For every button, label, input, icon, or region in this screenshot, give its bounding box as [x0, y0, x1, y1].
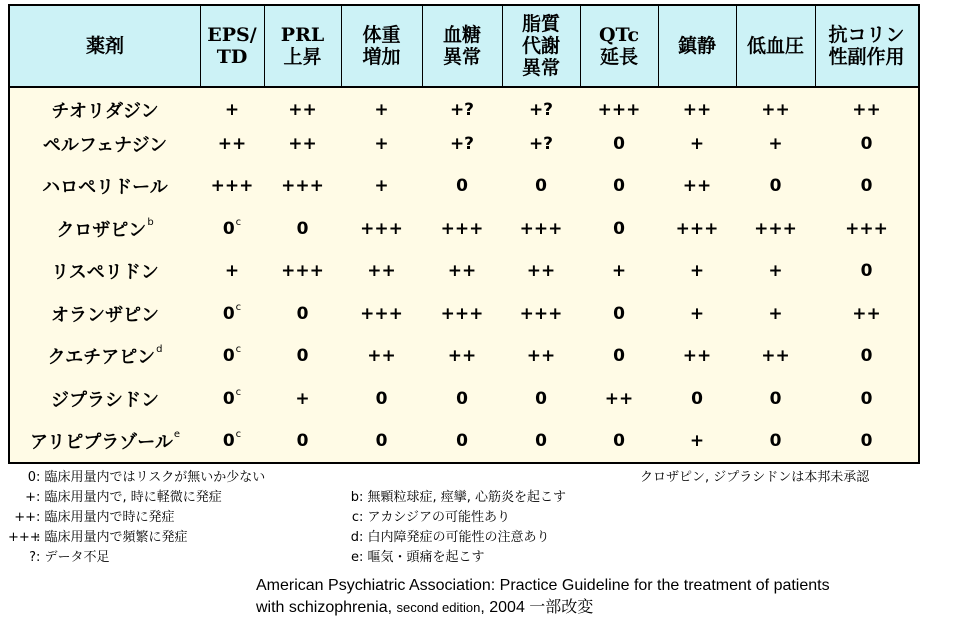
cell-eps	[200, 209, 264, 249]
drug-name: オランザピン	[51, 305, 159, 326]
legend-item	[8, 508, 265, 528]
rating-value: 0	[769, 389, 782, 409]
rating-value: 0	[296, 304, 309, 324]
rating-value: +	[224, 261, 240, 281]
header-eps: EPS/ TD	[207, 24, 257, 68]
rating-value: ++	[682, 100, 712, 120]
rating-value: ++	[852, 100, 881, 120]
legend-key: b	[350, 490, 359, 505]
cell-hypotension	[736, 209, 815, 249]
table-row	[10, 251, 918, 291]
cell-sedation	[658, 209, 736, 249]
legend-text: : 臨床用量内で, 時に軽微に発症	[36, 490, 222, 505]
cell-qtc	[580, 421, 658, 461]
rating-value: 0	[613, 346, 625, 366]
cell-eps	[200, 294, 264, 334]
legend-key: 0	[27, 470, 36, 485]
rating-value: +?	[449, 100, 475, 120]
legend-text: : アカシジアの可能性あり	[359, 510, 511, 525]
cell-anticholinergic	[815, 166, 918, 206]
table-row	[10, 336, 918, 376]
table-row	[10, 421, 918, 461]
drug-name-cell	[10, 294, 200, 334]
cell-lipid	[502, 166, 580, 206]
rating-value: +	[374, 100, 389, 120]
rating-value: 0	[296, 346, 309, 366]
rating-value: 0	[456, 176, 468, 196]
table-row	[10, 209, 918, 249]
legend-text: : 臨床用量内で頻繁に発症	[36, 530, 188, 545]
drug-name-cell	[10, 379, 200, 419]
rating-value: 0	[222, 346, 235, 366]
cell-weight	[341, 294, 422, 334]
rating-value: +	[768, 261, 783, 281]
legend-item	[345, 548, 566, 568]
header-divider	[341, 6, 342, 86]
cell-weight	[341, 251, 422, 291]
cell-qtc	[580, 124, 658, 164]
rating-value: +?	[449, 134, 475, 154]
drug-name-cell	[10, 166, 200, 206]
rating-value: 0	[860, 134, 873, 154]
citation-line1: American Psychiatric Association: Practice Guideline for the treatment of patients	[256, 577, 830, 594]
header-divider	[580, 6, 581, 86]
rating-value: 0	[691, 389, 703, 409]
rating-value: 0	[535, 431, 547, 451]
header-qtc: QTc 延長	[598, 24, 640, 68]
drug-name: ハロペリドール	[42, 177, 168, 198]
cell-glucose	[422, 251, 502, 291]
rating-value: 0	[860, 346, 873, 366]
cell-sedation	[658, 336, 736, 376]
rating-value: 0	[860, 176, 873, 196]
cell-lipid	[502, 379, 580, 419]
cell-prl	[264, 251, 341, 291]
rating-value: 0	[535, 176, 547, 196]
cell-eps	[200, 379, 264, 419]
rating-value: ++	[447, 261, 477, 281]
header-divider	[815, 6, 816, 86]
cell-lipid	[502, 294, 580, 334]
cell-weight	[341, 209, 422, 249]
rating-value: ++	[367, 261, 396, 281]
cell-anticholinergic	[815, 379, 918, 419]
rating-value: +++	[519, 304, 563, 324]
cell-prl	[264, 209, 341, 249]
cell-lipid	[502, 251, 580, 291]
cell-anticholinergic	[815, 294, 918, 334]
cell-weight	[341, 124, 422, 164]
rating-value: 0	[769, 431, 782, 451]
cell-sedation	[658, 421, 736, 461]
header-drug: 薬剤	[85, 35, 124, 57]
cell-prl	[264, 294, 341, 334]
cell-eps	[200, 336, 264, 376]
rating-value: 0	[535, 389, 547, 409]
cell-prl	[264, 421, 341, 461]
rating-value: +	[611, 261, 627, 281]
rating-value: ++	[217, 134, 247, 154]
rating-value: ++	[761, 346, 790, 366]
rating-value: +	[768, 134, 783, 154]
cell-anticholinergic	[815, 251, 918, 291]
drug-name-cell	[10, 336, 200, 376]
rating-value: +++	[440, 304, 484, 324]
rating-value: 0	[613, 176, 625, 196]
header-lipid: 脂質 代謝 異常	[521, 13, 560, 79]
legend-key: +++	[8, 530, 41, 545]
rating-value: 0	[769, 176, 782, 196]
header-sedation: 鎮静	[677, 35, 716, 57]
drug-name: ジプラシドン	[51, 390, 159, 411]
header-divider	[422, 6, 423, 86]
table-row	[10, 166, 918, 206]
drug-name: クエチアピン	[47, 347, 156, 368]
header-prl: PRL 上昇	[280, 24, 325, 68]
legend-text: : 臨床用量内で時に発症	[36, 510, 175, 525]
drug-name: クロザピン	[56, 220, 147, 241]
footnote-marker: c	[235, 301, 242, 313]
rating-value: ++	[288, 100, 317, 120]
cell-glucose	[422, 209, 502, 249]
rating-value: +++	[597, 100, 641, 120]
cell-weight	[341, 336, 422, 376]
cell-sedation	[658, 294, 736, 334]
drug-name-cell	[10, 421, 200, 461]
cell-qtc	[580, 209, 658, 249]
rating-value: 0	[613, 431, 625, 451]
legend-item	[8, 488, 265, 508]
legend-text: : 白内障発症の可能性の注意あり	[359, 530, 550, 545]
legend-text: : 無顆粒球症, 痙攣, 心筋炎を起こす	[359, 490, 567, 505]
cell-anticholinergic	[815, 124, 918, 164]
rating-value: 0	[860, 431, 873, 451]
rating-value: +++	[281, 261, 324, 281]
approval-note: クロザピン, ジプラシドンは本邦未承認	[640, 470, 870, 485]
cell-weight	[341, 421, 422, 461]
rating-value: +++	[754, 219, 797, 239]
header-hypotension: 低血圧	[746, 35, 804, 57]
cell-glucose	[422, 336, 502, 376]
cell-eps	[200, 124, 264, 164]
rating-value: +++	[210, 176, 254, 196]
rating-value: 0	[456, 431, 468, 451]
rating-value: 0	[375, 431, 388, 451]
rating-value: +++	[360, 219, 403, 239]
footnote-marker: d	[156, 343, 163, 355]
rating-value: 0	[222, 431, 235, 451]
rating-value: +++	[360, 304, 403, 324]
footnote-marker: e	[173, 428, 181, 440]
table-row	[10, 124, 918, 164]
table-row	[10, 294, 918, 334]
rating-value: +	[224, 100, 240, 120]
cell-lipid	[502, 209, 580, 249]
legend-item	[8, 548, 265, 568]
footnote-marker: b	[147, 216, 154, 228]
rating-value: 0	[222, 389, 235, 409]
header-divider	[200, 6, 201, 86]
cell-prl	[264, 166, 341, 206]
rating-value: ++	[367, 346, 396, 366]
rating-value: 0	[456, 389, 468, 409]
cell-glucose	[422, 166, 502, 206]
rating-value: ++	[682, 176, 712, 196]
legend-footnotes	[345, 488, 566, 568]
cell-hypotension	[736, 251, 815, 291]
cell-sedation	[658, 251, 736, 291]
cell-hypotension	[736, 166, 815, 206]
rating-value: ++	[761, 100, 790, 120]
cell-anticholinergic	[815, 209, 918, 249]
cell-prl	[264, 124, 341, 164]
cell-hypotension	[736, 124, 815, 164]
drug-name: ペルフェナジン	[42, 135, 168, 156]
legend-item	[345, 528, 566, 548]
cell-glucose	[422, 421, 502, 461]
cell-anticholinergic	[815, 421, 918, 461]
cell-qtc	[580, 166, 658, 206]
rating-value: +	[374, 176, 389, 196]
header-weight: 体重 増加	[362, 24, 401, 68]
drug-name-cell	[10, 124, 200, 164]
rating-value: 0	[375, 389, 388, 409]
legend-key: ++	[14, 510, 36, 525]
drug-name-cell	[10, 251, 200, 291]
header-divider	[264, 6, 265, 86]
cell-anticholinergic	[815, 336, 918, 376]
cell-lipid	[502, 336, 580, 376]
cell-glucose	[422, 124, 502, 164]
rating-value: +	[689, 134, 705, 154]
header-anticholinergic: 抗コリン 性副作用	[828, 24, 905, 68]
rating-value: ++	[526, 261, 556, 281]
drug-name: リスペリドン	[51, 262, 159, 283]
cell-sedation	[658, 379, 736, 419]
rating-value: 0	[296, 219, 309, 239]
rating-value: +	[295, 389, 310, 409]
rating-value: 0	[613, 134, 625, 154]
rating-value: 0	[296, 431, 309, 451]
cell-eps	[200, 421, 264, 461]
legend-text: : 臨床用量内ではリスクが無いか少ない	[36, 470, 266, 485]
rating-value: +	[689, 261, 705, 281]
cell-qtc	[580, 379, 658, 419]
header-divider	[736, 6, 737, 86]
cell-glucose	[422, 294, 502, 334]
rating-value: +++	[845, 219, 888, 239]
legend-key: ?	[29, 550, 36, 565]
rating-value: ++	[604, 389, 634, 409]
cell-lipid	[502, 421, 580, 461]
table-row	[10, 379, 918, 419]
legend-key: +	[25, 490, 36, 505]
cell-glucose	[422, 379, 502, 419]
rating-value: +	[374, 134, 389, 154]
side-effect-table	[8, 4, 920, 464]
cell-qtc	[580, 294, 658, 334]
rating-value: +++	[519, 219, 563, 239]
rating-value: +?	[528, 134, 554, 154]
rating-value: +	[689, 431, 705, 451]
legend-text: : データ不足	[36, 550, 110, 565]
drug-name: アリピプラゾール	[29, 432, 173, 453]
rating-value: ++	[682, 346, 712, 366]
rating-value: +++	[281, 176, 324, 196]
rating-value: +++	[675, 219, 719, 239]
legend-key: c	[351, 510, 359, 525]
footnote-marker: c	[235, 386, 242, 398]
legend-item	[8, 528, 265, 548]
cell-prl	[264, 379, 341, 419]
legend-item	[8, 468, 265, 488]
footnote-marker: c	[235, 428, 242, 440]
cell-hypotension	[736, 379, 815, 419]
rating-value: 0	[860, 389, 873, 409]
footnote-marker: c	[235, 343, 242, 355]
rating-value: 0	[222, 304, 235, 324]
legend-text: : 嘔気・頭痛を起こす	[359, 550, 485, 565]
cell-hypotension	[736, 294, 815, 334]
legend-key: d	[350, 530, 359, 545]
legend-symbols	[8, 468, 265, 568]
rating-value: 0	[613, 219, 625, 239]
rating-value: +?	[528, 100, 554, 120]
cell-hypotension	[736, 336, 815, 376]
footnote-marker: c	[235, 216, 242, 228]
cell-hypotension	[736, 421, 815, 461]
cell-eps	[200, 251, 264, 291]
cell-sedation	[658, 124, 736, 164]
header-divider	[658, 6, 659, 86]
cell-sedation	[658, 166, 736, 206]
header-divider	[502, 6, 503, 86]
cell-weight	[341, 379, 422, 419]
rating-value: ++	[447, 346, 477, 366]
cell-weight	[341, 166, 422, 206]
rating-value: 0	[222, 219, 235, 239]
legend-item	[345, 508, 566, 528]
table-header	[10, 6, 918, 88]
cell-qtc	[580, 251, 658, 291]
cell-lipid	[502, 124, 580, 164]
rating-value: +	[768, 304, 783, 324]
rating-value: 0	[860, 261, 873, 281]
legend-item	[345, 488, 566, 508]
rating-value: +	[689, 304, 705, 324]
cell-prl	[264, 336, 341, 376]
rating-value: ++	[526, 346, 556, 366]
cell-eps	[200, 166, 264, 206]
rating-value: ++	[288, 134, 317, 154]
rating-value: ++	[852, 304, 881, 324]
drug-name: チオリダジン	[51, 101, 159, 122]
drug-name-cell	[10, 209, 200, 249]
citation	[256, 575, 830, 619]
rating-value: 0	[613, 304, 625, 324]
citation-line2: with schizophrenia, second edition, 2004 一部改変	[256, 599, 594, 616]
header-glucose: 血糖 異常	[442, 24, 481, 68]
rating-value: +++	[440, 219, 484, 239]
cell-qtc	[580, 336, 658, 376]
legend-key: e	[351, 550, 359, 565]
